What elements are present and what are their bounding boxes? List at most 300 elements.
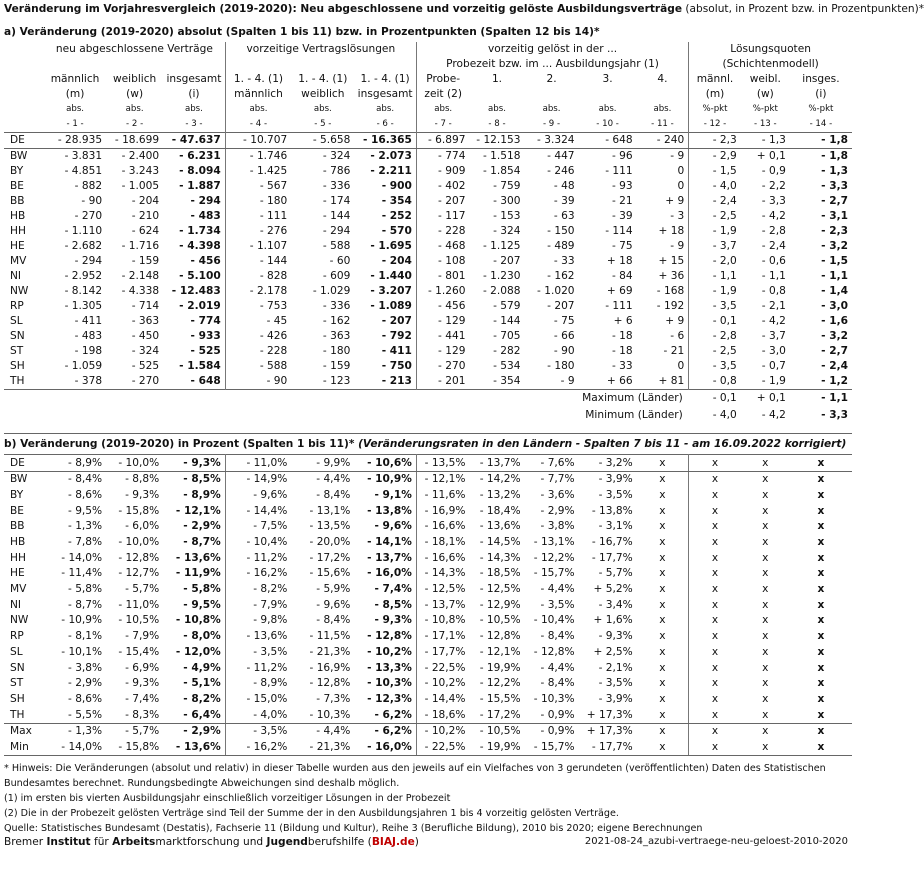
cell: x [711,488,719,501]
cell: - 252 [354,209,416,224]
cell: - 14,3% [479,551,521,564]
cell: + 81 [637,374,689,390]
cell: - 1.059 [64,360,103,373]
source-note: Quelle: Statistisches Bundesamt (Destatis), Fachserie 11 (Bildung und Kultur), Reihe 3 (Berufliche Bildung), 2010 bis 2020; eigene Berechnungen [4,822,703,834]
cell: - 228 [438,225,466,238]
cell: - 2,0 [712,255,737,268]
cell: - 1,5 [712,165,737,178]
cell: - 363 [131,315,160,328]
cell: - 6,2% [354,707,416,723]
cell: x [762,504,769,517]
cell: - 18,1% [424,536,466,549]
cell: - 8,5% [163,471,225,487]
cell: - 13,7% [354,550,416,566]
cell: - 240 [637,133,689,149]
cell: - 3,3 [821,180,848,193]
cell: - 4.851 [64,165,103,178]
section-a-title: a) Veränderung (2019-2020) absolut (Spalten 1 bis 11) bzw. in Prozentpunkten (Spalten 12 bis 14)* [4,26,600,38]
cell: - 1,1 [712,270,737,283]
land-label: RP [10,300,24,313]
land-label: HB [10,536,26,549]
max-col-13: + 0,1 [741,390,790,407]
cell: - 5,8% [68,583,103,596]
cell: + 18 [606,255,633,268]
cell: x [817,551,825,564]
cell: - 204 [131,195,160,208]
table-row [4,629,852,645]
col-subheader-11 [637,87,689,102]
cell: x [762,630,769,643]
cell: - 525 [163,344,225,359]
cell: - 8.142 [64,285,103,298]
cell: - 13,1% [309,504,351,517]
cell: - 8,9% [253,677,288,690]
cell: - 1.029 [312,285,351,298]
group-header-vorzeitig: vorzeitige Vertragslösungen [225,42,416,57]
cell: x [637,455,689,472]
cell: x [711,504,719,517]
table-row [4,660,852,676]
corner-cell [4,42,44,57]
cell: x [637,519,689,535]
column-header-row-1 [4,72,852,87]
cell: x [711,473,719,486]
cell: - 12,3% [354,691,416,707]
cell: - 750 [354,359,416,374]
group-header-geloest: vorzeitig gelöst in der ... [416,42,688,57]
cell: - 90 [553,345,575,358]
cell: x [817,598,825,611]
cell: - 15,7% [525,739,579,755]
cell: - 9,6% [316,598,351,611]
cell: - 111 [259,210,288,223]
cell: - 14,4% [246,504,288,517]
land-label: BW [10,150,28,163]
land-label: Min [4,739,44,755]
cell: x [637,613,689,629]
cell: - 144 [493,315,521,328]
cell: - 1,3 [741,133,790,149]
cell: - 2,4 [821,360,848,373]
cell: - 21,3% [291,739,354,755]
table-row [4,739,852,755]
cell: - 441 [438,330,466,343]
cell: x [762,488,769,501]
cell: - 8,5% [354,597,416,613]
cell: x [762,473,769,486]
cell: - 882 [74,180,103,193]
cell: - 426 [259,330,288,343]
cell: - 2.178 [249,285,288,298]
cell: - 20,0% [309,536,351,549]
cell: - 16,9% [424,504,466,517]
cell: - 4.338 [121,285,160,298]
cell: - 3,5 [712,360,737,373]
cell: - 10,9% [354,471,416,487]
cell: - 3.207 [354,284,416,299]
col-number-9: - 9 - [542,119,561,130]
table-row [4,550,852,566]
land-label: SL [10,315,23,328]
cell: - 9,5% [68,504,103,517]
land-label: Max [10,725,32,738]
cell: - 1.695 [354,239,416,254]
cell: x [817,692,825,705]
cell: - 159 [131,255,160,268]
cell: - 354 [354,194,416,209]
cell: + 36 [637,269,689,284]
land-label: SH [10,360,25,373]
cell: - 2.019 [163,299,225,314]
cell: - 2,3 [821,225,848,238]
cell: - 207 [547,300,575,313]
cell: - 2,7 [821,195,848,208]
max-col-12: - 0,1 [689,390,741,407]
cell: - 17,7% [424,645,466,658]
cell: - 1.020 [537,285,575,298]
cell: - 9,3% [125,488,160,501]
cell: - 60 [329,255,351,268]
cell: - 17,1% [424,630,466,643]
col-number-1: - 1 - [66,119,84,130]
cell: - 129 [438,345,466,358]
table-row [4,519,852,535]
cell: - 2,1 [761,300,786,313]
cell: - 13,1% [533,536,575,549]
cell: - 28.935 [44,133,106,149]
cell: - 246 [547,165,575,178]
col-number-7: - 7 - [434,119,452,130]
cell: - 8,7% [68,598,103,611]
cell: - 2,4 [761,240,786,253]
table-row [4,487,852,503]
cell: - 12,8% [309,677,351,690]
cell: - 1.716 [121,240,160,253]
cell: - 7,9% [125,630,160,643]
cell: - 6,2% [354,723,416,739]
cell: - 1,1 [821,270,848,283]
section-b-correction-note: (Veränderungsraten in den Ländern - Spalten 7 bis 11 - am 16.09.2022 korrigiert) [354,438,847,450]
cell: - 933 [163,329,225,344]
cell: - 4,9% [163,660,225,676]
cell: - 12,5% [479,583,521,596]
max-col-14: - 1,1 [790,390,852,407]
col-unit-7: abs. [434,104,453,115]
cell: - 9,9% [291,455,354,472]
cell: x [762,520,769,533]
cell: x [637,707,689,723]
cell: x [711,567,719,580]
cell: - 129 [438,315,466,328]
cell: - 12,8% [354,629,416,645]
cell: - 1.518 [482,150,521,163]
cell: - 144 [322,210,351,223]
land-label: HH [10,551,26,564]
cell: - 10,9% [61,614,103,627]
cell: x [711,645,719,658]
cell: - 753 [259,300,288,313]
cell: - 15,5% [479,692,521,705]
cell: - 16,2% [246,567,288,580]
cell: - 324 [493,225,521,238]
cell: - 17,2% [309,551,351,564]
col-subheader-5: weiblich [301,88,345,101]
cell: - 648 [579,133,637,149]
land-label: NI [10,598,22,611]
cell: - 10,6% [354,455,416,472]
min-col-12: - 4,0 [712,408,737,421]
cell: - 6,9% [125,661,160,674]
cell: - 648 [163,374,225,390]
cell: x [762,567,769,580]
cell: x [817,520,825,533]
cell: - 1.440 [354,269,416,284]
cell: - 12,9% [479,598,521,611]
cell: + 6 [613,315,633,328]
cell: - 9 [637,149,689,165]
title-bold: Veränderung im Vorjahresvergleich (2019-2020): Neu abgeschlossene und vorzeitig gelöste Ausbildungsverträge [4,3,683,15]
table-row [4,164,852,179]
cell: - 3.243 [121,165,160,178]
table-row [4,194,852,209]
cell: x [790,455,852,472]
col-subheader-1: (m) [65,88,85,101]
cell: - 16,9% [309,661,351,674]
cell: - 354 [493,375,521,388]
cell: x [762,661,769,674]
cell: 0 [637,179,689,194]
cell: x [637,582,689,598]
cell: - 336 [322,300,351,313]
cell: - 0,1 [712,315,737,328]
cell: - 3,7 [761,330,786,343]
file-name: 2021-08-24_azubi-vertraege-neu-geloest-2010-2020 [584,836,848,848]
cell: - 75 [553,315,575,328]
cell: - 210 [131,210,160,223]
footnote-1: (1) im ersten bis vierten Ausbildungsjahr einschließlich vorzeitiger Lösungen in der Probezeit [4,792,451,804]
cell: - 411 [74,315,103,328]
cell: - 588 [259,360,288,373]
col-header-12: männl. [696,73,734,86]
cell: + 1,6% [593,614,633,627]
cell: - 17,7% [591,551,633,564]
cell: - 3,5% [598,677,633,690]
cell: - 2.148 [121,270,160,283]
col-number-4: - 4 - [249,119,268,130]
col-subheader-10 [579,87,637,102]
cell: - 19,9% [479,661,521,674]
cell: - 294 [322,225,351,238]
cell: - 570 [354,224,416,239]
cell: - 3 [637,209,689,224]
cell: x [817,583,825,596]
cell: - 270 [438,360,466,373]
cell: x [762,645,769,658]
land-label: HB [10,210,26,223]
table-absolute [4,42,852,423]
cell: x [711,692,719,705]
col-unit-2: abs. [125,104,144,115]
table-row [4,644,852,660]
cell: - 2,5 [712,345,737,358]
cell: + 5,2% [593,583,633,596]
cell: - 0,7 [761,360,786,373]
footnote-hint-1: * Hinweis: Die Veränderungen (absolut und relativ) in dieser Tabelle wurden aus den jeweils auf ein Vielfaches von 3 gerundeten (veröffentlichten) Daten des Statistischen [4,763,826,775]
cell: - 1,3% [68,725,103,738]
table-row [4,269,852,284]
cell: - 270 [131,375,160,388]
cell: - 10,2% [424,725,466,738]
cell: - 11,5% [309,630,351,643]
cell: - 2,8 [761,225,786,238]
cell: - 108 [438,255,466,268]
cell: - 10,5% [118,614,160,627]
cell: x [762,614,769,627]
col-subheader-7: zeit (2) [424,88,462,101]
cell: - 7,5% [253,520,288,533]
cell: - 6,0% [125,520,160,533]
cell: - 10,0% [106,455,163,472]
cell: - 1,8 [821,150,848,163]
cell: x [741,707,790,723]
cell: - 18.699 [106,133,163,149]
cell: - 0,9% [525,707,579,723]
cell: x [817,504,825,517]
table-row [4,374,852,390]
cell: x [637,739,689,755]
cell: - 9,5% [163,597,225,613]
cell: - 8,8% [125,473,160,486]
cell: - 22,5% [424,661,466,674]
cell: - 1,3 [821,165,848,178]
col-number-2: - 2 - [126,119,144,130]
cell: - 483 [163,209,225,224]
cell: - 11,6% [424,488,466,501]
cell: x [637,660,689,676]
table-percent [4,454,852,756]
cell: - 8,9% [163,487,225,503]
cell: - 5.100 [163,269,225,284]
cell: - 13,7% [469,455,524,472]
cell: - 198 [74,345,103,358]
cell: x [817,661,825,674]
cell: x [637,597,689,613]
cell: x [790,739,852,755]
cell: - 2.400 [121,150,160,163]
col-subheader-4: männlich [234,88,283,101]
cell: - 153 [493,210,521,223]
col-header-13: weibl. [749,73,781,86]
cell: x [762,598,769,611]
cell: - 2,4 [712,195,737,208]
cell: - 9,6% [253,488,288,501]
cell: + 69 [606,285,633,298]
col-header-5: 1. - 4. (1) [298,73,348,86]
table-row [4,707,852,723]
cell: - 324 [131,345,160,358]
cell: - 1.305 [64,300,103,313]
cell: - 2,9 [712,150,737,163]
land-label: BE [10,180,24,193]
cell: - 2,8 [712,330,737,343]
cell: - 12,1% [163,503,225,519]
min-col-13: - 4,2 [761,408,786,421]
cell: - 93 [611,180,633,193]
cell: - 111 [605,165,633,178]
cell: - 8,2% [253,583,288,596]
cell: - 1,8 [790,133,852,149]
cell: - 1.110 [64,225,103,238]
col-number-8: - 8 - [488,119,506,130]
cell: x [637,629,689,645]
cell: - 180 [259,195,288,208]
table-row [4,149,852,165]
cell: - 144 [259,255,288,268]
col-unit-1: abs. [66,104,85,115]
table-row [4,314,852,329]
cell: - 15,6% [309,567,351,580]
section-divider [4,423,852,434]
cell: - 12,1% [479,645,521,658]
cell: - 7,4% [354,582,416,598]
cell: - 12,8% [533,645,575,658]
cell: x [637,676,689,692]
cell: - 12,2% [533,551,575,564]
group-header-geloest-2: Probezeit bzw. im ... Ausbildungsjahr (1) [416,57,688,72]
land-label: BY [10,488,24,501]
col-header-3: insgesamt [163,72,225,87]
cell: - 168 [637,284,689,299]
cell: - 13,5% [309,520,351,533]
col-unit-4: abs. [249,104,268,115]
cell: x [817,473,825,486]
cell: - 12,8% [118,551,160,564]
cell: - 11,4% [61,567,103,580]
cell: - 13,6% [479,520,521,533]
cell: - 3.831 [64,150,103,163]
cell: - 19,9% [469,739,524,755]
cell: - 16,6% [424,551,466,564]
cell: + 17,3% [579,707,637,723]
cell: + 9 [637,194,689,209]
cell: - 3,4% [598,598,633,611]
col-number-14: - 14 - [809,119,833,130]
cell: - 15,8% [106,739,163,755]
cell: - 3,0 [761,345,786,358]
col-subheader-14: (i) [815,88,827,101]
col-header-9: 2. [546,73,557,86]
cell: - 1.230 [482,270,521,283]
cell: - 1.887 [163,179,225,194]
table-row [4,224,852,239]
cell: - 174 [322,195,351,208]
cell: - 270 [74,210,103,223]
cell: x [711,520,719,533]
cell: - 4.398 [163,239,225,254]
cell: - 588 [322,240,351,253]
cell: - 15,7% [533,567,575,580]
cell: - 15,4% [118,645,160,658]
cell: - 786 [322,165,351,178]
cell: + 66 [606,375,633,388]
cell: - 534 [493,360,521,373]
biaj-link[interactable]: BIAJ.de [371,836,415,849]
cell: x [762,725,769,738]
cell: - 16,0% [354,739,416,755]
cell: - 8,4% [316,488,351,501]
cell: - 2.952 [64,270,103,283]
cell: 0 [637,359,689,374]
